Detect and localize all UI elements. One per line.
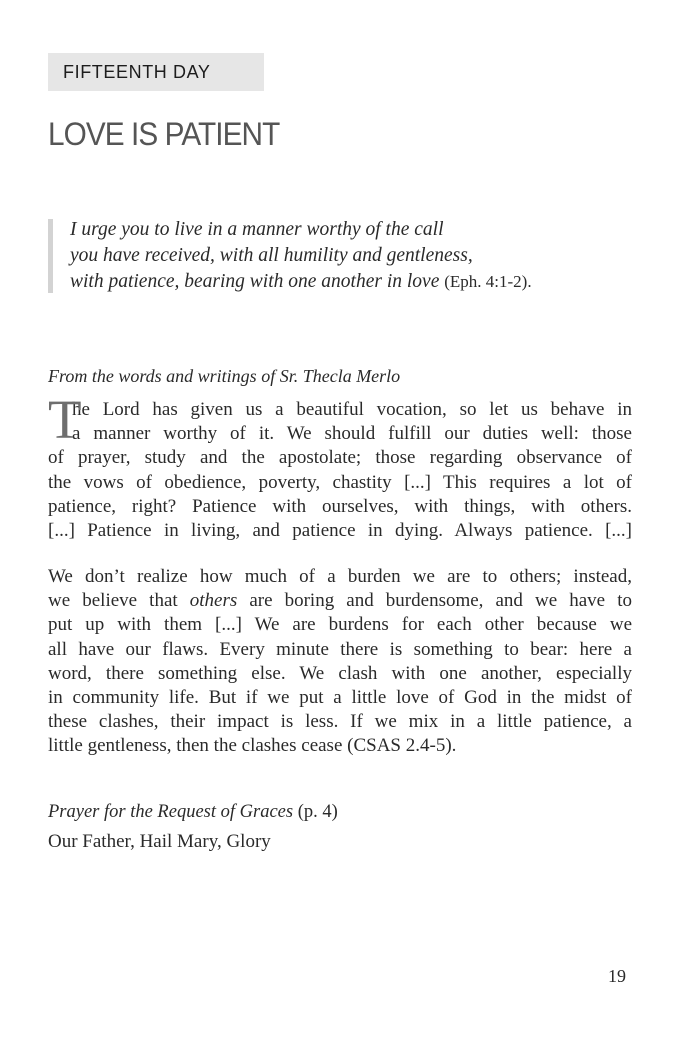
day-label (48, 53, 264, 91)
day-label-text: FIFTEENTH DAY (63, 62, 211, 82)
quote-text (70, 217, 532, 295)
prayer-reference (48, 802, 338, 823)
text-line: little gentleness, then the clashes cease (CSAS 2.4-5). (48, 735, 457, 757)
text-segment: we believe that (48, 590, 190, 612)
paragraph-2 (48, 565, 632, 759)
paragraph-1 (48, 389, 632, 543)
text-line: We don’t realize how much of a burden we are to others; instead, (48, 566, 632, 587)
scripture-quote (48, 217, 648, 297)
text-line: word, there something else. We clash with one another, especially (48, 662, 632, 684)
text-line (48, 589, 632, 613)
text-segment: are boring and burdensome, and we have to (237, 590, 632, 612)
text-line: he Lord has given us a beautiful vocation, so let us behave in (72, 399, 632, 420)
quote-line: I urge you to live in a manner worthy of the call (70, 219, 444, 240)
prayers-line: Our Father, Hail Mary, Glory (48, 831, 271, 852)
text-line: of prayer, study and the apostolate; those regarding observance of (48, 447, 632, 469)
quote-line-text: with patience, bearing with one another in love (70, 271, 440, 292)
emphasis-text: others (189, 590, 238, 612)
drop-cap: T (48, 389, 82, 450)
prayer-page-ref: (p. 4) (293, 802, 338, 822)
text-line: the vows of obedience, poverty, chastity [...] This requires a lot of (48, 471, 632, 493)
text-line: a manner worthy of it. We should fulfill our duties well: those (72, 423, 632, 445)
prayer-title: Prayer for the Request of Graces (48, 802, 294, 822)
text-line: patience, right? Patience with ourselves, with things, with others. (48, 495, 632, 517)
text-line: in community life. But if we put a little love of God in the midst of (48, 687, 632, 709)
text-line: [...] Patience in living, and patience in dying. Always patience. [...] (48, 520, 632, 542)
text-line: all have our flaws. Every minute there is something to bear: here a (48, 638, 632, 660)
quote-bar (48, 219, 53, 293)
text-line: put up with them [...] We are burdens for each other because we (48, 614, 632, 636)
page-number: 19 (608, 966, 626, 986)
source-heading: From the words and writings of Sr. Thecla Merlo (48, 366, 401, 386)
quote-line: you have received, with all humility and gentleness, (70, 245, 473, 266)
quote-line (70, 269, 532, 295)
text-line: these clashes, their impact is less. If we mix in a little patience, a (48, 711, 632, 733)
scripture-reference: (Eph. 4:1-2). (444, 272, 532, 291)
page-title: LOVE IS PATIENT (48, 116, 280, 152)
